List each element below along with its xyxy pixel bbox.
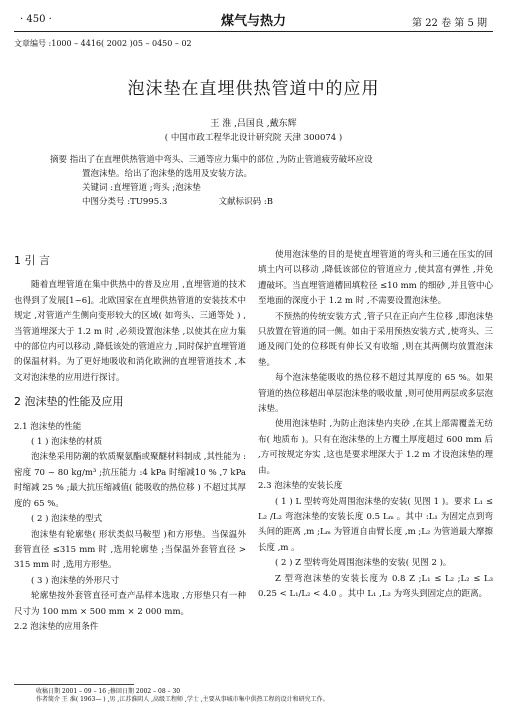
section-heading: 1 引 言 (14, 254, 50, 267)
item-heading: ( 2 ) 泡沫垫的型式 (31, 514, 103, 525)
left-column (14, 245, 246, 635)
clc-number: 中图分类号 :TU995.3 (82, 197, 168, 207)
abstract-line: 摘要 指出了在直埋供热管道中弯头、三通等应力集中的部位 ,为防止管道疲劳破坏应设 (50, 155, 373, 165)
paragraph: 使用泡沫垫时 ,为防止泡沫垫内夹砂 ,在其上部需覆盖无纺布( 地质布 )。只有在泡沫垫的上方覆土厚度超过 600 mm 后 ,方可按规定夯实 ,这也是要求埋深大于 1.2 m 才设泡沫垫的理由。 (258, 419, 493, 476)
footnote (36, 688, 329, 704)
footnote-rule (14, 684, 134, 685)
paragraph: 轮廓垫按外套管直径可查产品样本选取 ,方形垫只有一种尺寸为 100 mm × 500 mm × 2 000 mm。 (14, 591, 246, 617)
paragraph: 泡沫垫采用防潮的软质聚氨酯或聚醚材料制成 ,其性能为 :密度 70 ~ 80 kg/m³ ;抗压能力 :4 kPa 时缩减10 % ,7 kPa 时缩减 25 % ;最大抗压缩减值( 能吸收的热位移 ) 不超过其厚度的 65 %。 (14, 452, 246, 509)
author-bio: 作者简介 王 淮( 1963— ) ,男 ,江苏淮阴人 ,高级工程师 ,学士 ,主要从事城市集中供热工程的设计和研究工作。 (36, 696, 329, 703)
paragraph: 泡沫垫有轮廓垫( 形状类似马鞍型 )和方形垫。当保温外套管直径 ≤315 mm 时 ,选用轮廓垫 ;当保温外套管直径 > 315 mm 时 ,选用方形垫。 (14, 529, 246, 571)
paragraph: 不预热的传统安装方式 ,管子只在正向产生位移 ,即泡沫垫只放置在管道的同一侧。如由于采用预热安装方式 ,使弯头、三通及阀门处的位移既有伸长又有收缩 ,则在其两侧均放置泡沫垫。 (258, 311, 493, 368)
abstract-line: 置泡沫垫。给出了泡沫垫的选用及安装方法。 (82, 169, 253, 179)
article-number: 文章编号 :1000 – 4416( 2002 )05 – 0450 – 02 (14, 39, 192, 48)
header-rule (14, 31, 493, 32)
abstract-block (50, 153, 463, 209)
received-date: 收稿日期 2001 – 09 – 16 ;修回日期 2002 – 08 – 30 (36, 688, 181, 695)
paragraph: 随着直埋管道在集中供热中的普及应用 ,直埋管道的技术也得到了发展[1~6]。北欧国家在直埋供热管道的安装技术中规定 ,对管道产生侧向变形较大的区域( 如弯头、三通等处 ) ,当管道埋深大于 1.2 m 时 ,必须设置泡沫垫 ,以使其在应力集中的部位内可以移动 ,降低该处的管道应力 ,同时保护直埋管道的保温材料。为了更好地吸收和消化欧洲的直埋管道技术 ,本文对泡沫垫的应用进行探讨。 (14, 280, 246, 383)
paragraph: 使用泡沫垫的目的是使直埋管道的弯头和三通在压实的回填土内可以移动 ,降低该部位的管道应力 ,使其富有弹性 ,并免遭破坏。当直埋管道槽回填粒径 ≤10 mm 的细砂 ,并且管中心至地面的深度小于 1.2 m 时 ,不需要设置泡沫垫。 (258, 250, 493, 307)
paragraph: ( 1 ) L 型转弯处周围泡沫垫的安装( 见图 1 )。要求 L₁ ≤ L₂ /L₂ 弯泡沫垫的安装长度 0.5 Lₘ 。其中 :L₁ 为固定点到弯头间的距离 ,m ;Lₘ 为管道自由臂长度 ,m ;L₂ 为管道最大摩擦长度 ,m 。 (258, 496, 493, 553)
running-header (14, 8, 493, 30)
subsection-heading: 2.3 泡沫垫的安装长度 (258, 481, 343, 492)
subsection-heading: 2.2 泡沫垫的应用条件 (14, 621, 99, 632)
volume-issue: 第 22 卷 第 5 期 (412, 18, 487, 29)
item-heading: ( 1 ) 泡沫垫的材质 (31, 437, 103, 448)
section-heading: 2 泡沫垫的性能及应用 (14, 395, 124, 409)
subsection-heading: 2.1 泡沫垫的性能 (14, 421, 82, 432)
journal-name: 煤气与热力 (220, 14, 286, 29)
classification-line (50, 195, 463, 209)
page-number: · 450 · (20, 14, 52, 25)
paper-title: 泡沫垫在直埋供热管道中的应用 (127, 79, 380, 99)
right-column (258, 248, 493, 602)
document-code: 文献标识码 :B (218, 197, 273, 207)
author-list: 王 淮 ,吕国良 ,戴东辉 (210, 119, 297, 129)
paragraph: Z 型弯泡沫垫的安装长度为 0.8 Z ;L₁ ≤ L₂ ;L₂ ≤ L₃ 0.25 < L₁/L₂ < 4.0 。其中 L₁ ,L₂ 为弯头到固定点的距离。 (258, 573, 493, 599)
affiliation: ( 中国市政工程华北设计研究院 天津 300074 ) (164, 133, 343, 143)
paragraph: ( 2 ) Z 型转弯处周围泡沫垫的安装( 见图 2 )。 (275, 558, 452, 569)
item-heading: ( 3 ) 泡沫垫的外形尺寸 (31, 575, 120, 586)
paragraph: 每个泡沫垫能吸收的热位移不超过其厚度的 65 %。如果管道的热位移超出单层泡沫垫的吸收量 ,则可使用两层或多层泡沫垫。 (258, 373, 493, 415)
keywords: 关键词 :直埋管道 ;弯头 ;泡沫垫 (82, 183, 201, 193)
